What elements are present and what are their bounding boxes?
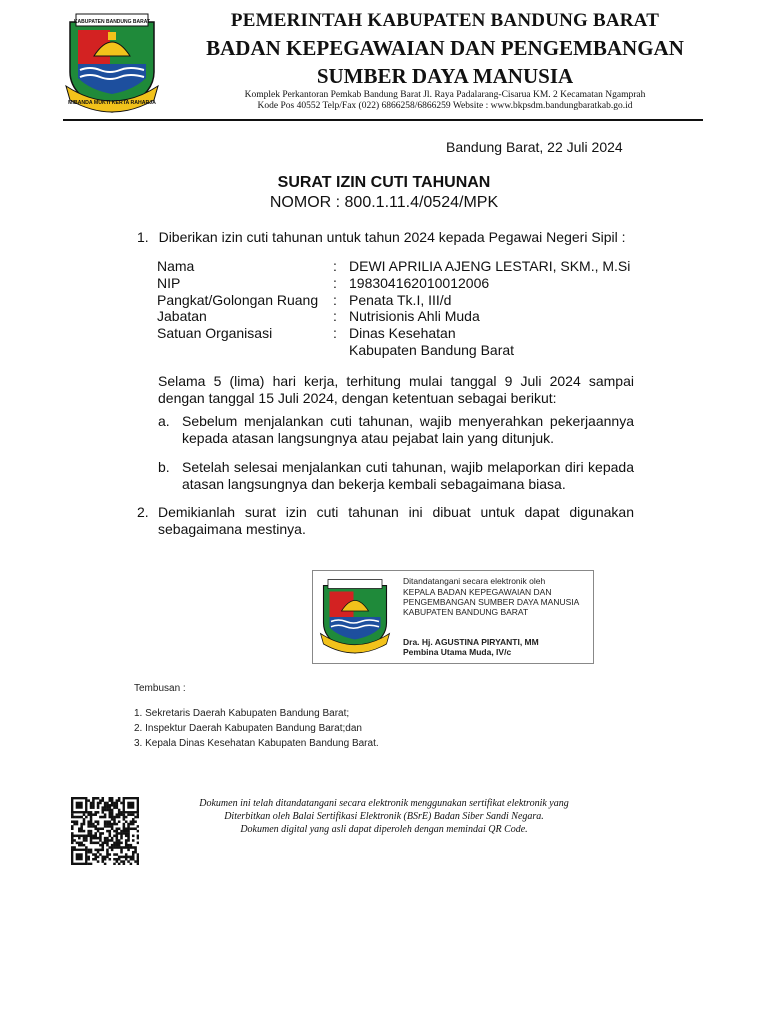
signature-emblem <box>319 575 391 659</box>
letter-title: SURAT IZIN CUTI TAHUNAN <box>277 174 491 191</box>
tembusan-item: 2. Inspektur Daerah Kabupaten Bandung Barat;dan <box>134 723 362 734</box>
employee-label: Jabatan <box>157 308 207 324</box>
emblem-motto: MIBANDA MUKTI KERTA RAHARJA <box>68 100 156 106</box>
address-line-2: Kode Pos 40552 Telp/Fax (022) 6866258/6866259 Website : www.bkpsdm.bandungbaratkab.go.id <box>257 101 633 111</box>
item-2-number: 2. <box>137 504 149 520</box>
employee-value: Penata Tk.I, III/d <box>349 292 452 308</box>
signature-title-line: KABUPATEN BANDUNG BARAT <box>403 607 529 617</box>
qr-code <box>71 797 139 865</box>
employee-value: DEWI APRILIA AJENG LESTARI, SKM., M.Si <box>349 258 631 274</box>
signature-title-line: PENGEMBANGAN SUMBER DAYA MANUSIA <box>403 597 580 607</box>
electronic-signature-box <box>312 570 594 664</box>
employee-separator: : <box>333 308 337 324</box>
condition-text: Setelah selesai menjalankan cuti tahunan, wajib melaporkan diri kepada atasan langsungnya dan bekerja kembali sebagaimana biasa. <box>182 459 634 492</box>
employee-label: Nama <box>157 258 195 274</box>
leave-duration: Selama 5 (lima) hari kerja, terhitung mulai tanggal 9 Juli 2024 sampai dengan tanggal 15 Juli 2024, dengan ketentuan sebagai berikut: <box>158 373 634 406</box>
condition-text: Sebelum menjalankan cuti tahunan, wajib menyerahkan pekerjaannya kepada atasan langsungnya atau pejabat lain yang ditunjuk. <box>182 413 634 446</box>
tembusan-item: 1. Sekretaris Daerah Kabupaten Bandung Barat; <box>134 708 350 719</box>
item-2-text: Demikianlah surat izin cuti tahunan ini dibuat untuk dapat digunakan sebagaimana mestinya. <box>158 504 634 537</box>
employee-separator: : <box>333 258 337 274</box>
employee-separator: : <box>333 275 337 291</box>
employee-value: Kabupaten Bandung Barat <box>349 342 515 358</box>
signer-rank: Pembina Utama Muda, IV/c <box>403 647 512 657</box>
letter-date: Bandung Barat, 22 Juli 2024 <box>446 139 623 155</box>
signature-caption: Ditandatangani secara elektronik oleh <box>403 576 546 586</box>
letter-number: NOMOR : 800.1.11.4/0524/MPK <box>269 194 499 211</box>
letterhead-address <box>190 90 700 112</box>
address-line-1: Komplek Perkantoran Pemkab Bandung Barat Jl. Raya Padalarang-Cisarua KM. 2 Kecamatan Ngamprah <box>244 90 646 100</box>
employee-value: Nutrisionis Ahli Muda <box>349 308 480 324</box>
employee-separator: : <box>333 292 337 308</box>
letterhead-divider <box>63 119 703 121</box>
letterhead-agency-line2: SUMBER DAYA MANUSIA <box>316 64 574 88</box>
signature-title-line: KEPALA BADAN KEPEGAWAIAN DAN <box>403 587 552 597</box>
employee-label: Satuan Organisasi <box>157 325 273 341</box>
notice-line-1: Dokumen ini telah ditandatangani secara elektronik menggunakan sertifikat elektronik yang <box>199 798 569 809</box>
notice-line-2: Diterbitkan oleh Balai Sertifikasi Elektronik (BSrE) Badan Siber Sandi Negara. <box>224 811 544 822</box>
emblem-top-text: KABUPATEN BANDUNG BARAT <box>73 19 151 25</box>
regency-emblem <box>64 12 160 116</box>
employee-value: Dinas Kesehatan <box>349 325 456 341</box>
condition-letter: b. <box>158 459 170 475</box>
tembusan-heading: Tembusan : <box>134 683 186 694</box>
employee-separator: : <box>333 325 337 341</box>
employee-label: NIP <box>157 275 181 291</box>
letterhead-agency-line1: BADAN KEPEGAWAIAN DAN PENGEMBANGAN <box>206 36 684 60</box>
employee-value: 198304162010012006 <box>349 275 490 291</box>
signer-name: Dra. Hj. AGUSTINA PIRYANTI, MM <box>403 637 539 647</box>
item-1-text: Diberikan izin cuti tahunan untuk tahun 2024 kepada Pegawai Negeri Sipil : <box>158 229 626 245</box>
item-1-number: 1. <box>137 229 149 245</box>
item-1 <box>137 229 626 245</box>
e-sign-notice <box>150 797 618 836</box>
letterhead-government: PEMERINTAH KABUPATEN BANDUNG BARAT <box>230 10 660 31</box>
tembusan-item: 3. Kepala Dinas Kesehatan Kabupaten Bandung Barat. <box>134 738 379 749</box>
condition-letter: a. <box>158 413 170 429</box>
notice-line-3: Dokumen digital yang asli dapat diperoleh dengan memindai QR Code. <box>240 824 528 835</box>
employee-label: Pangkat/Golongan Ruang <box>157 292 319 308</box>
